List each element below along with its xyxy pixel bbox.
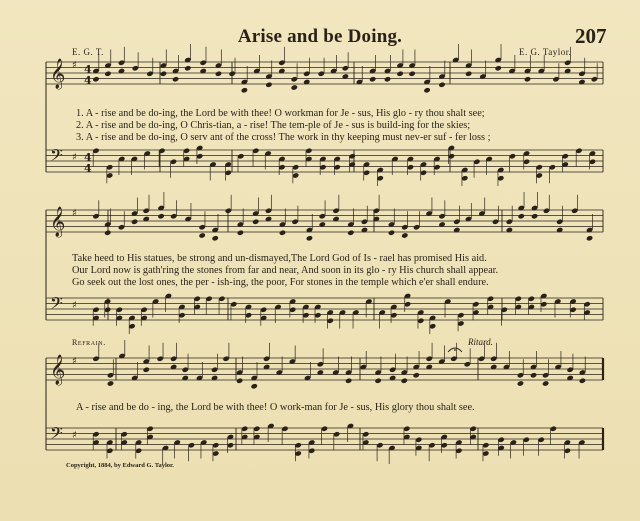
note-head	[215, 71, 222, 77]
note-head	[107, 380, 114, 386]
copyright-notice: Copyright, 1884, by Edward G. Taylor.	[66, 462, 174, 469]
verse-line-3: 3. A - rise and be do-ing, O serv ant of the cross! The work in thy keeping must nev-er suf - fer loss ;	[76, 132, 491, 143]
composer-credit: E. G. Taylor.	[519, 47, 572, 57]
bass-clef-icon: 𝄢	[50, 293, 63, 317]
note-head	[131, 219, 138, 225]
note-head	[291, 84, 298, 90]
note-head	[237, 230, 244, 236]
note-head	[104, 230, 111, 236]
time-signature-top: 4	[84, 63, 92, 76]
verse-line-4: Take heed to His statues, be strong and un-dismayed,The Lord God of Is - rael has promised His aid.	[72, 253, 487, 264]
verse-line-2: 2. A - rise and be do-ing, O Chris-tian, a - rise! The tem-ple of Je - sus is build-ing for the skies;	[76, 120, 471, 131]
sharp-icon: ♯	[72, 430, 77, 441]
note-head	[374, 378, 381, 384]
note-head	[495, 65, 502, 71]
note-head	[438, 82, 445, 88]
time-signature-top: 4	[84, 151, 92, 164]
time-signature-bottom: 4	[84, 74, 92, 87]
sharp-icon: ♯	[72, 60, 77, 71]
note-head	[345, 378, 352, 384]
note-head	[252, 219, 259, 225]
note-head	[251, 383, 258, 389]
note-head	[279, 230, 286, 236]
page-number: 207	[575, 24, 607, 48]
treble-clef-icon: 𝄞	[50, 207, 66, 237]
refrain-lyrics: A - rise and be do - ing, the Lord be with thee! O work-man for Je - sus, His glory thou shalt see.	[76, 402, 475, 413]
note-head	[211, 235, 218, 241]
note-head	[517, 380, 524, 386]
note-head	[92, 76, 99, 82]
verse-line-1: 1. A - rise and be do-ing, the Lord be with thee! O workman for Je - sus, His glo - ry thou shalt see;	[76, 108, 485, 119]
time-signature-bottom: 4	[84, 162, 92, 175]
note-head	[347, 230, 354, 236]
bass-clef-icon: 𝄢	[50, 423, 63, 447]
sharp-icon: ♯	[72, 152, 77, 163]
note-head	[530, 372, 537, 378]
note-head	[401, 378, 408, 384]
note-head	[396, 71, 403, 77]
note-head	[531, 213, 538, 219]
note-head	[369, 76, 376, 82]
note-head	[586, 235, 593, 241]
lyricist-credit: E. G. T.	[72, 47, 104, 57]
note-head	[401, 232, 408, 238]
note-head	[157, 213, 164, 219]
note-head	[104, 71, 111, 77]
note-head	[384, 76, 391, 82]
hymn-title: Arise and be Doing.	[237, 26, 403, 47]
note-head	[236, 378, 243, 384]
note-head	[423, 87, 430, 93]
note-head	[306, 235, 313, 241]
verse-line-5: Our Lord now is gath'ring the stones from far and near, And soon in its glo - ry His church shall appear.	[72, 265, 499, 276]
note-head	[241, 87, 248, 93]
treble-clef-icon: 𝄞	[50, 59, 66, 89]
note-head	[518, 213, 525, 219]
refrain-label: Refrain.	[72, 338, 106, 347]
note-head	[172, 76, 179, 82]
note-head	[143, 367, 150, 373]
note-head	[408, 71, 415, 77]
ritard-marking: Ritard.	[468, 337, 493, 347]
fermata-dot	[454, 349, 456, 351]
verse-line-6: Go seek out the lost ones, the per - ish-ing, the poor, For stones in the temple which e'er shall endure.	[72, 277, 489, 288]
note-head	[524, 76, 531, 82]
note-head	[579, 378, 586, 384]
note-head	[160, 71, 167, 77]
note-head	[265, 82, 272, 88]
note-head	[413, 372, 420, 378]
sharp-icon: ♯	[72, 300, 77, 311]
note-head	[388, 230, 395, 236]
note-head	[184, 65, 191, 71]
note-head	[542, 380, 549, 386]
note-head	[198, 232, 205, 238]
treble-clef-icon: 𝄞	[50, 355, 66, 385]
bass-clef-icon: 𝄢	[50, 145, 63, 169]
note-head	[465, 71, 472, 77]
sharp-icon: ♯	[72, 356, 77, 367]
sharp-icon: ♯	[72, 208, 77, 219]
